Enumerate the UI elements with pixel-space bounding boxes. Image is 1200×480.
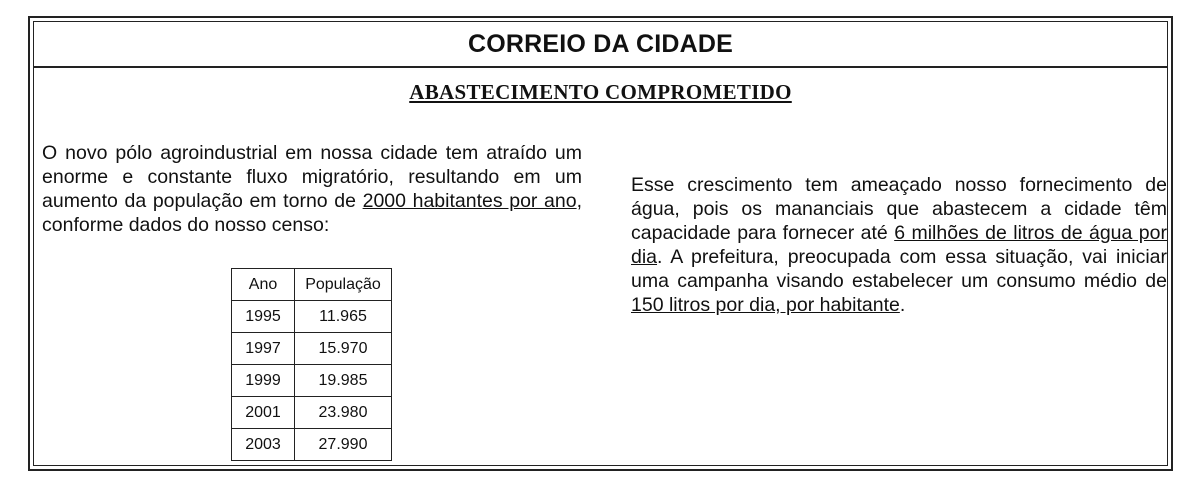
article-headline: ABASTECIMENTO COMPROMETIDO [409,80,792,104]
population-cell: 11.965 [295,301,392,333]
year-cell: 2003 [232,429,295,461]
column-header-year: Ano [232,269,295,301]
right-text-intro: Esse crescimento tem ameaçado nosso fornecimento de água, pois os mananciais que abastecem a cidade têm capacidade para fornecer até [631,174,1167,244]
year-cell: 1995 [232,301,295,333]
table-row [232,429,392,461]
census-header-row [232,269,392,301]
newspaper-masthead: CORREIO DA CIDADE [34,22,1167,68]
population-cell: 27.990 [295,429,392,461]
census-table [231,268,392,461]
newspaper-frame [28,16,1173,471]
population-cell: 23.980 [295,397,392,429]
table-row [232,397,392,429]
left-text-highlight: 2000 habitantes por ano [362,190,577,212]
right-text-middle: . A prefeitura, preocupada com essa situação, vai iniciar uma campanha visando estabelecer um consumo médio de [631,246,1167,292]
population-cell: 19.985 [295,365,392,397]
article-left-column [42,141,582,237]
left-text-intro: O novo pólo agroindustrial em nossa cidade tem atraído um enorme e constante fluxo migratório, resultando em um aumento da população em torno de [42,142,582,212]
year-cell: 1999 [232,365,295,397]
table-row [232,301,392,333]
year-cell: 1997 [232,333,295,365]
population-cell: 15.970 [295,333,392,365]
left-text-outro: , conforme dados do nosso censo: [42,190,582,236]
article-right-column [631,173,1167,317]
table-row [232,333,392,365]
column-header-population: População [295,269,392,301]
right-text-highlight-consumption: 150 litros por dia, por habitante [631,294,900,316]
table-row [232,365,392,397]
year-cell: 2001 [232,397,295,429]
newspaper-inner-border [33,21,1168,466]
right-text-highlight-capacity: 6 milhões de litros de água por dia [631,222,1167,268]
right-text-end: . [899,294,906,316]
